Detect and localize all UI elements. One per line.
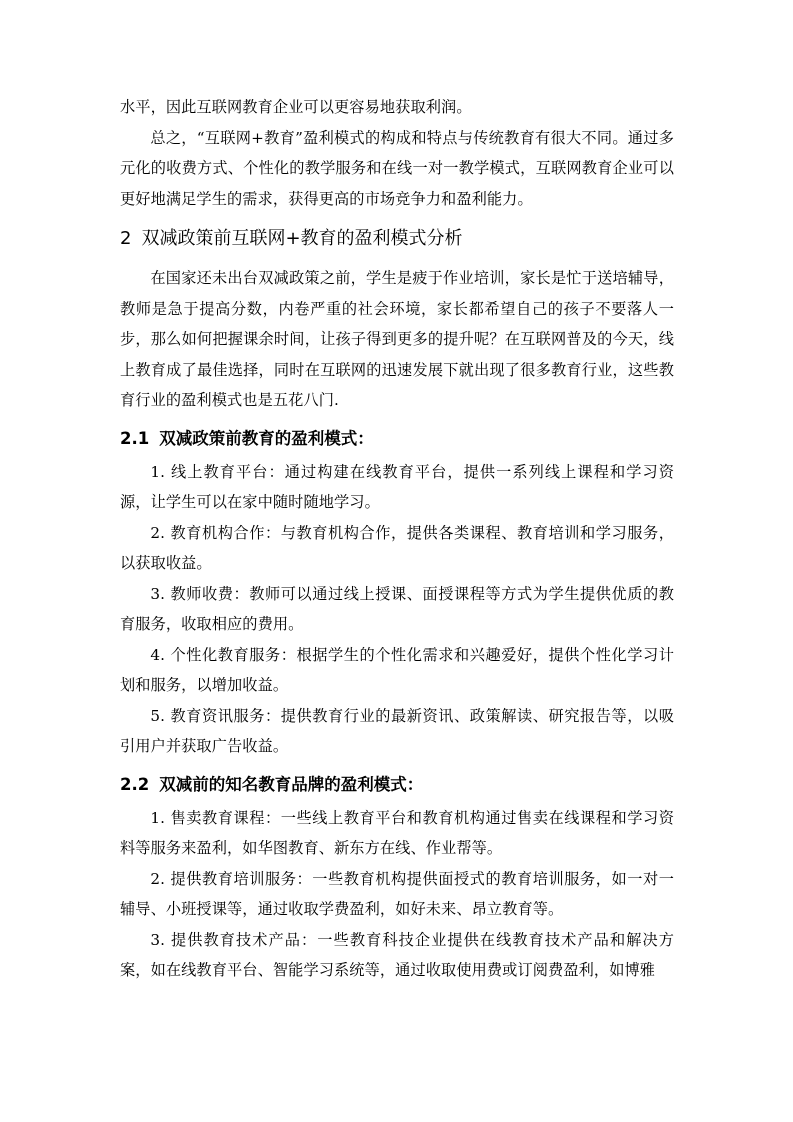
section-2-heading [120, 226, 674, 252]
section-title: 双减政策前教育的盈利模式： [159, 428, 374, 448]
section-number: 2.2 [120, 774, 150, 794]
list-item: 1. 售卖教育课程：一些线上教育平台和教育机构通过售卖在线课程和学习资料等服务来盈利，如华图教育、新东方在线、作业帮等。 [120, 808, 674, 857]
section-number: 2.1 [120, 428, 150, 448]
section-title: 双减政策前互联网+教育的盈利模式分析 [141, 228, 463, 249]
section-2-1-heading [120, 426, 674, 452]
list-item: 2. 提供教育培训服务：一些教育机构提供面授式的教育培训服务，如一对一辅导、小班授课等，通过收取学费盈利，如好未来、昂立教育等。 [120, 869, 674, 918]
document-body [120, 92, 674, 986]
section-2-2-heading [120, 772, 674, 798]
section-title: 双减前的知名教育品牌的盈利模式： [159, 774, 424, 794]
list-item: 5. 教育资讯服务：提供教育行业的最新资讯、政策解读、研究报告等，以吸引用户并获取广告收益。 [120, 706, 674, 755]
list-item: 3. 提供教育技术产品：一些教育科技企业提供在线教育技术产品和解决方案，如在线教育平台、智能学习系统等，通过收取使用费或订阅费盈利，如博雅 [120, 930, 674, 979]
list-item: 3. 教师收费：教师可以通过线上授课、面授课程等方式为学生提供优质的教育服务，收取相应的费用。 [120, 584, 674, 633]
paragraph-summary: 总之，“互联网+教育”盈利模式的构成和特点与传统教育有很大不同。通过多元化的收费方式、个性化的教学服务和在线一对一教学模式，互联网教育企业可以更好地满足学生的需求，获得更高的市场竞争力和盈利能力。 [120, 128, 674, 208]
section-number: 2 [120, 228, 132, 249]
section-2-paragraph: 在国家还未出台双减政策之前，学生是疲于作业培训，家长是忙于送培辅导，教师是急于提高分数，内卷严重的社会环境，家长都希望自己的孩子不要落人一步，那么如何把握课余时间，让孩子得到更多的提升呢？在互联网普及的今天，线上教育成了最佳选择，同时在互联网的迅速发展下就出现了很多教育行业，这些教育行业的盈利模式也是五花八门. [120, 269, 674, 409]
list-item: 4. 个性化教育服务：根据学生的个性化需求和兴趣爱好，提供个性化学习计划和服务，以增加收益。 [120, 645, 674, 694]
list-item: 1. 线上教育平台：通过构建在线教育平台，提供一系列线上课程和学习资源，让学生可以在家中随时随地学习。 [120, 462, 674, 511]
paragraph-continuation: 水平，因此互联网教育企业可以更容易地获取利润。 [120, 98, 472, 116]
list-item: 2. 教育机构合作：与教育机构合作，提供各类课程、教育培训和学习服务，以获取收益。 [120, 523, 674, 572]
